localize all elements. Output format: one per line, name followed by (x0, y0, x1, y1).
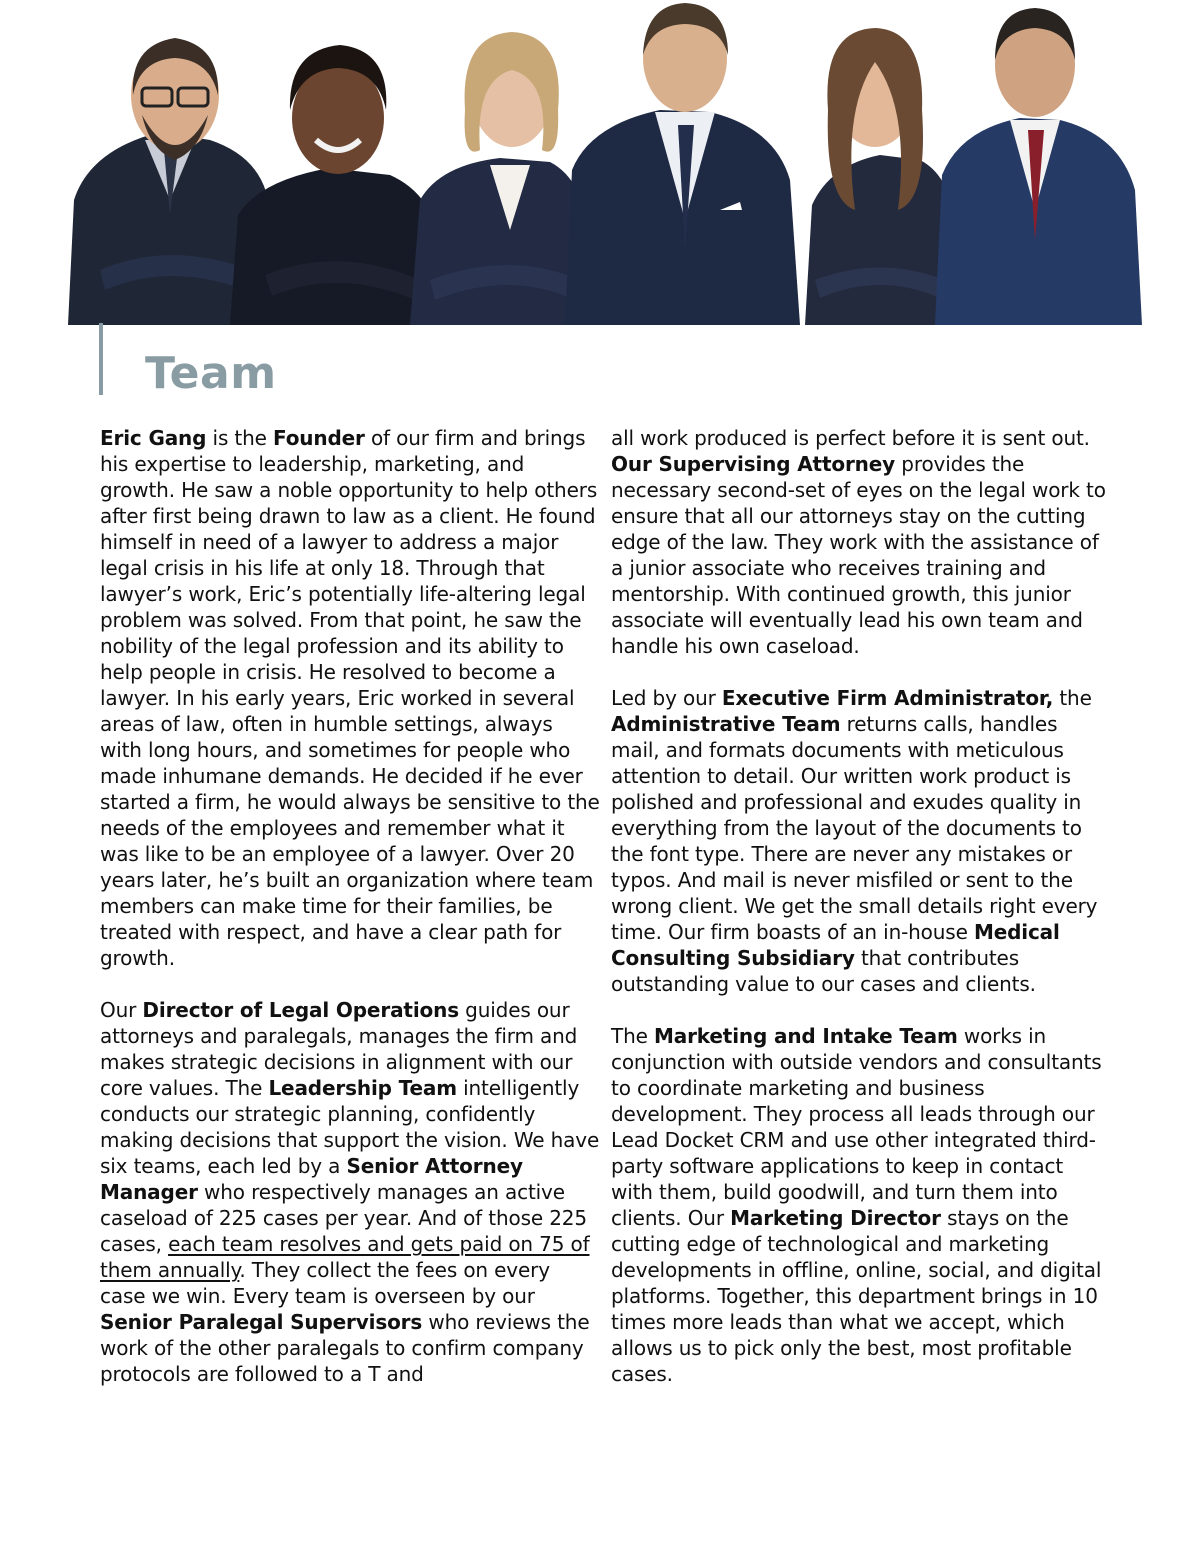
founder-paragraph: Eric Gang is the Founder of our firm and brings his expertise to leadership, marketing, and growth. He saw a noble opportunity to help others after first being drawn to law as a client. He found himself in need of a lawyer to address a major legal crisis in his life at only 18. Through that lawyer’s work, Eric’s potentially life-altering legal problem was solved. From that point, he saw the nobility of the legal profession and its ability to help people in crisis. He resolved to become a lawyer. In his early years, Eric worked in several areas of law, often in humble settings, always with long hours, and sometimes for people who made inhumane demands. He decided if he ever started a firm, he would always be sensitive to the needs of the employees and remember what it was like to be an employee of a lawyer. Over 20 years later, he’s built an organization where team members can make time for their families, be treated with respect, and have a clear path for growth. (100, 426, 600, 970)
senior-attorney-manager-label: Senior Attorney Manager (100, 1154, 523, 1204)
marketing-director-label: Marketing Director (730, 1206, 941, 1230)
page-title: Team (145, 348, 277, 399)
administrative-paragraph: Led by our Executive Firm Administrator, the Administrative Team returns calls, handles mail, and formats documents with meticulous attention to detail. Our written work product is polished and professional and exudes quality in everything from the layout of the documents to the font type. There are never any mistakes or typos. And mail is never misfiled or sent to the wrong client. We get the small details right every time. Our firm boasts of an in-house Medical Consulting Subsidiary that contributes outstanding value to our cases and clients. (611, 686, 1098, 996)
team-member-3 (410, 32, 590, 325)
founder-name: Eric Gang (100, 426, 207, 450)
administrative-team-label: Administrative Team (611, 712, 841, 736)
founder-role: Founder (273, 426, 365, 450)
supervising-attorney-paragraph: all work produced is perfect before it is sent out. Our Supervising Attorney provides the necessary second-set of eyes on the legal work to ensure that all our attorneys stay on the cutting edge of the law. They work with the assistance of a junior associate who receives training and mentorship. With continued growth, this junior associate will eventually lead his own team and handle his own caseload. (611, 426, 1106, 658)
supervising-attorney-label: Our Supervising Attorney (611, 452, 896, 476)
executive-firm-administrator-label: Executive Firm Administrator, (721, 686, 1054, 710)
director-legal-ops-label: Director of Legal Operations (142, 998, 459, 1022)
team-member-5 (805, 28, 955, 325)
team-member-6 (935, 8, 1142, 325)
marketing-paragraph: The Marketing and Intake Team works in conjunction with outside vendors and consultants to coordinate marketing and business development. They process all leads through our Lead Docket CRM and use other integrated third-party software applications to keep in contact with them, build goodwill, and turn them into clients. Our Marketing Director stays on the cutting edge of technological and marketing developments in offline, online, social, and digital platforms. Together, this department brings in 10 times more leads than what we accept, which allows us to pick only the best, most profitable cases. (611, 1024, 1102, 1386)
heading-accent-bar (99, 323, 103, 395)
right-column (611, 425, 1111, 1413)
left-column (100, 425, 600, 1413)
underlined-highlight: each team resolves and gets paid on 75 of them annually (100, 1232, 590, 1282)
team-member-4 (565, 3, 800, 325)
team-group-photo (60, 0, 1150, 325)
leadership-team-label: Leadership Team (268, 1076, 457, 1100)
senior-paralegal-supervisors-label: Senior Paralegal Supervisors (100, 1310, 423, 1334)
medical-consulting-label: Medical Consulting Subsidiary (611, 920, 1060, 970)
operations-paragraph: Our Director of Legal Operations guides our attorneys and paralegals, manages the firm and makes strategic decisions in alignment with our core values. The Leadership Team intelligently conducts our strategic planning, confidently making decisions that support the vision. We have six teams, each led by a Senior Attorney Manager who respectively manages an active caseload of 225 cases per year. And of those 225 cases, each team resolves and gets paid on 75 of them annually. They collect the fees on every case we win. Every team is overseen by our Senior Paralegal Supervisors who reviews the work of the other paralegals to confirm company protocols are followed to a T and (100, 998, 600, 1386)
marketing-intake-team-label: Marketing and Intake Team (653, 1024, 958, 1048)
